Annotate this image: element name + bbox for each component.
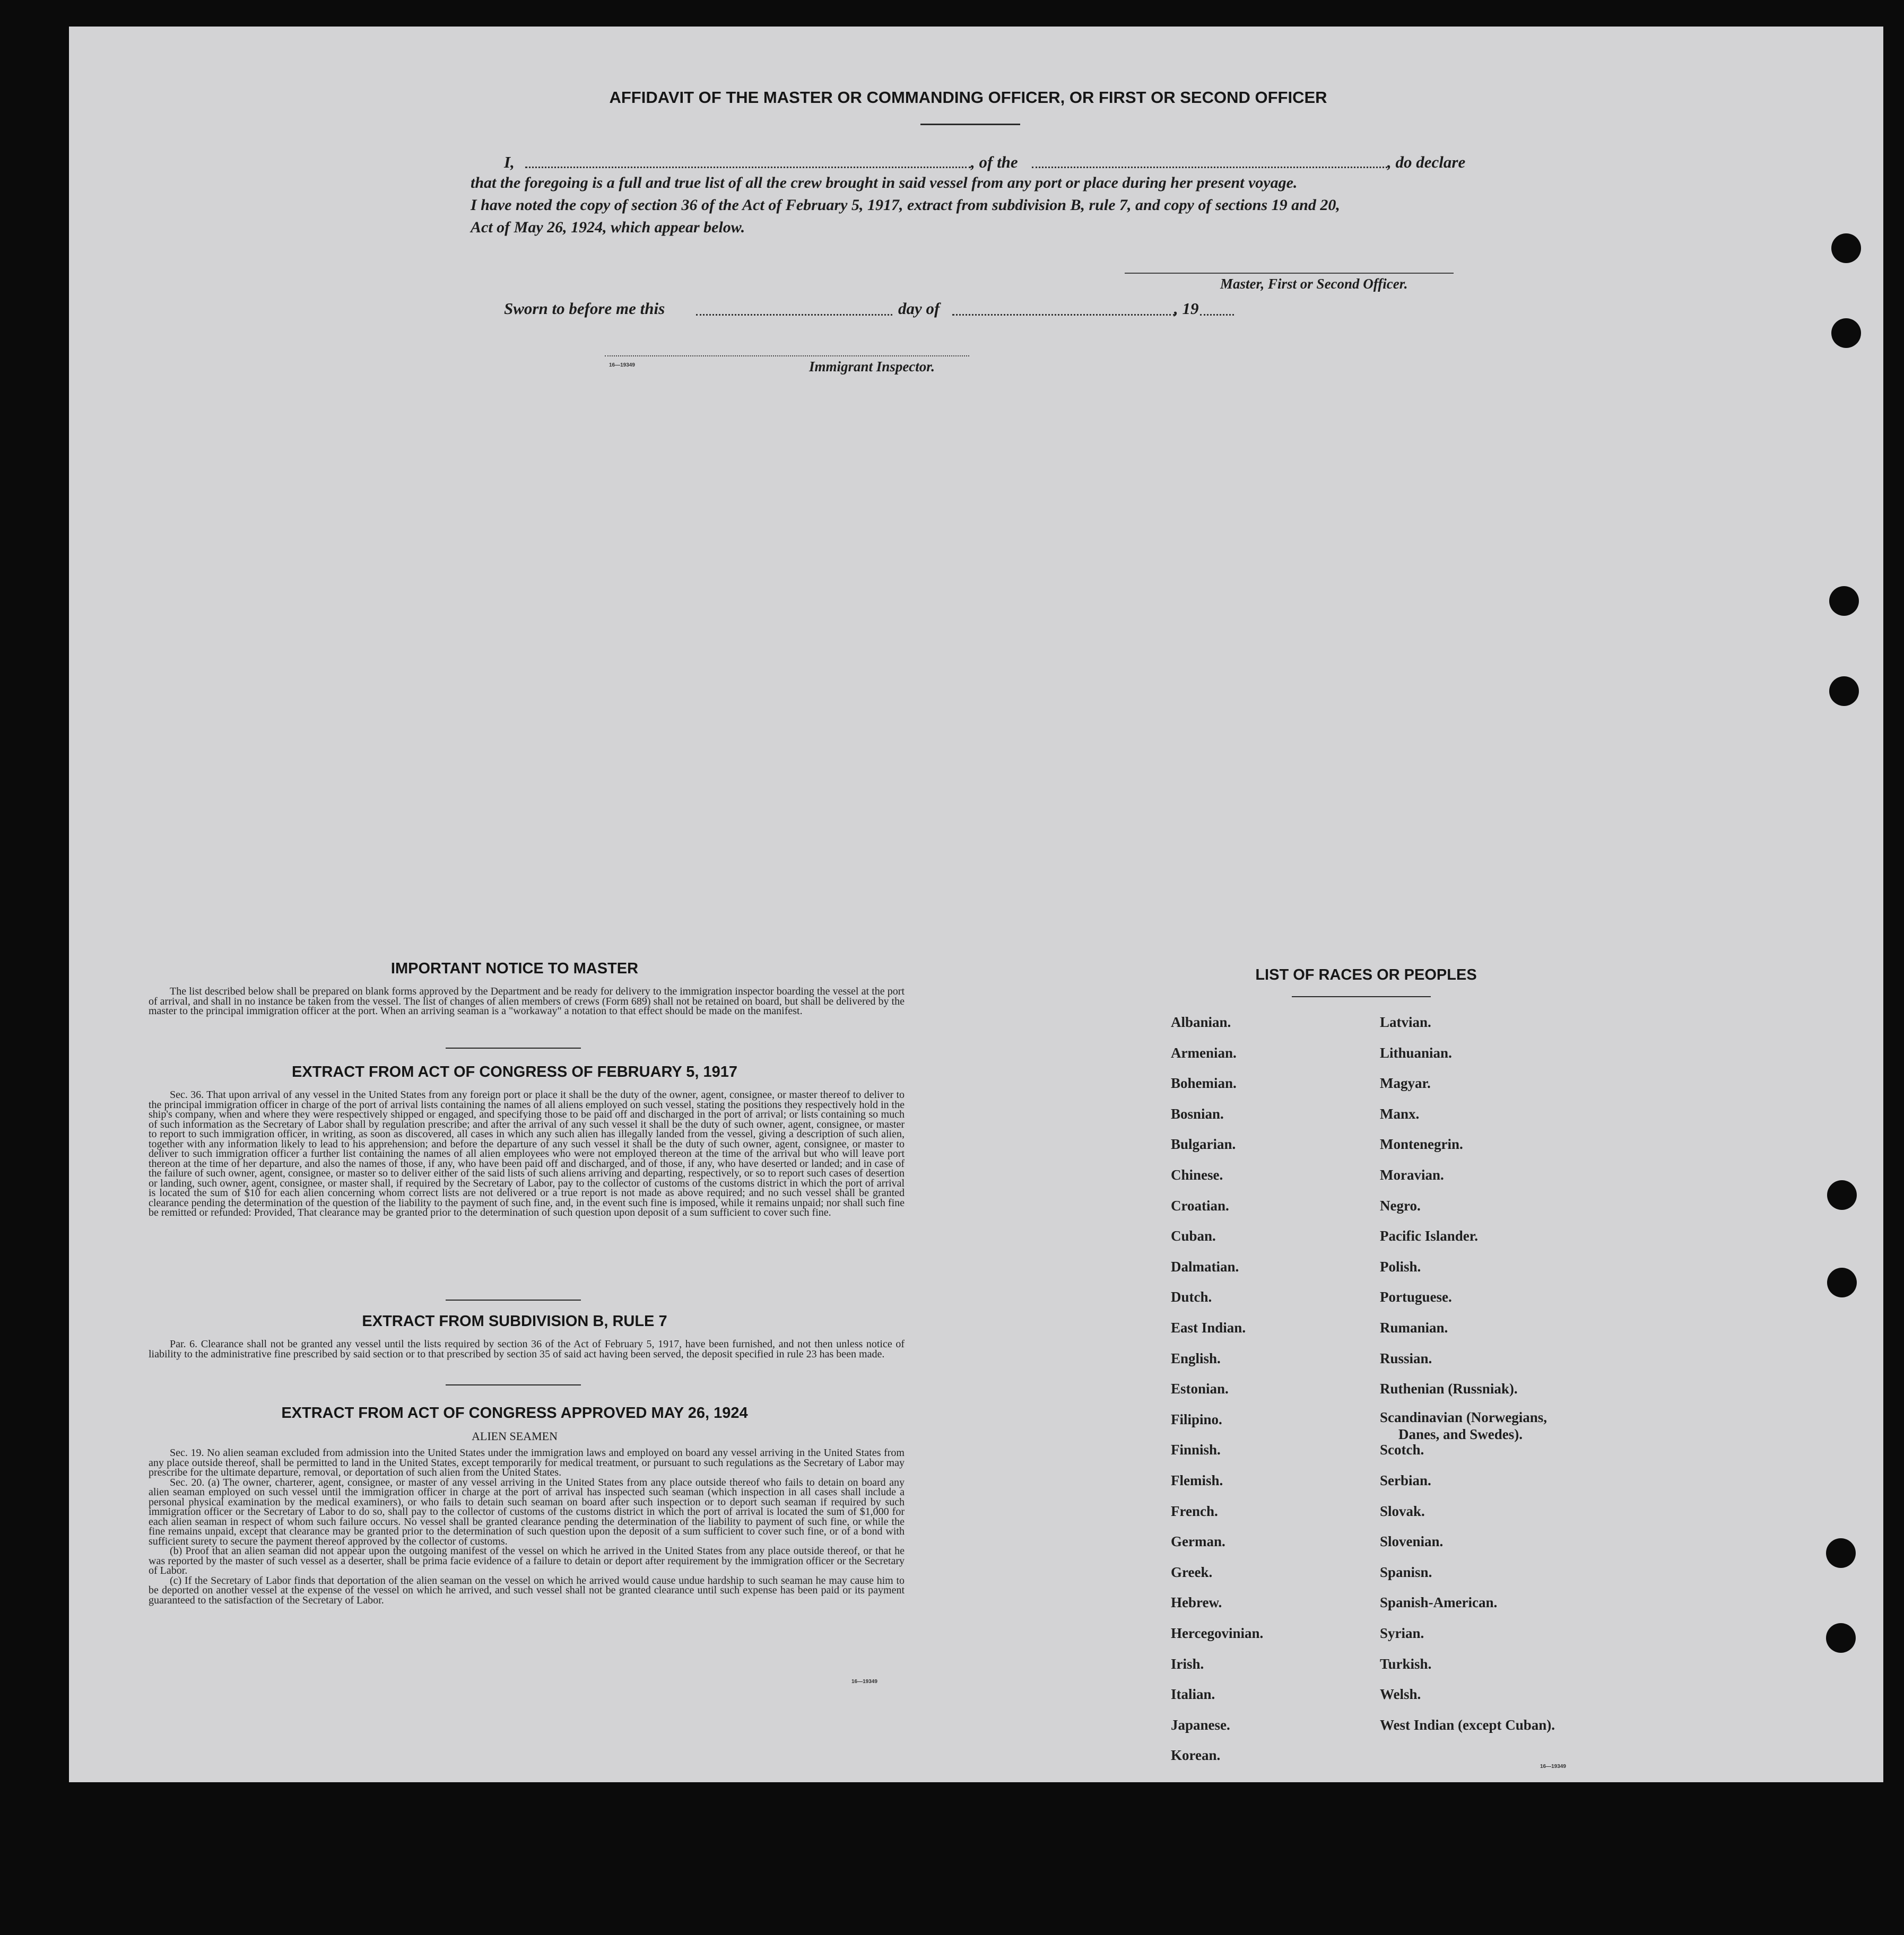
- notice-paragraph: The list described below shall be prepared on blank forms approved by the Department and be ready for delivery to the immigration inspector boarding the vessel at the port of arrival, and shall in no instance be taken from the vessel. The list of changes of alien members of crews (Form 689) shall not be retained on board, but shall be delivered by the master to the principal immigration officer at the port. When an arriving seaman is a "workaway" a notation to that effect should be made on the manifest.: [149, 986, 905, 1017]
- race-item: East Indian.: [1171, 1320, 1246, 1336]
- race-item: Hercegovinian.: [1171, 1625, 1264, 1641]
- race-item: Polish.: [1380, 1259, 1421, 1275]
- race-item: German.: [1171, 1533, 1225, 1549]
- sworn-label: Sworn to before me this: [504, 299, 665, 318]
- race-item: Welsh.: [1380, 1686, 1421, 1702]
- race-item: Manx.: [1380, 1106, 1420, 1122]
- year-blank[interactable]: [1200, 314, 1234, 316]
- race-item: Montenegrin.: [1380, 1136, 1463, 1152]
- signature-caption: Master, First or Second Officer.: [1220, 276, 1408, 292]
- punch-hole: [1831, 318, 1861, 348]
- notice-title: IMPORTANT NOTICE TO MASTER: [390, 960, 639, 977]
- signature-line[interactable]: [1125, 273, 1454, 274]
- inspector-signature-line[interactable]: [605, 355, 969, 356]
- punch-hole: [1827, 1268, 1857, 1297]
- extract-rule7-title: EXTRACT FROM SUBDIVISION B, RULE 7: [362, 1313, 667, 1330]
- extract-1917-text: [149, 1090, 905, 1218]
- race-item: Cuban.: [1171, 1228, 1216, 1244]
- divider: [920, 124, 1020, 125]
- race-item: West Indian (except Cuban).: [1380, 1717, 1555, 1733]
- punch-hole: [1831, 233, 1861, 263]
- race-item: Syrian.: [1380, 1625, 1424, 1641]
- punch-hole: [1826, 1623, 1856, 1653]
- section-36-paragraph: Sec. 36. That upon arrival of any vessel in the United States from any foreign port or place it shall be the duty of the owner, agent, consignee, or master thereof to deliver to the principal immigration officer in charge of the port of arrival lists containing the names of all aliens employed on such vessel, stating the positions they respectively hold in the ship's company, when and where they were respectively shipped or engaged, and specifying those to be paid off and discharged in the port of arrival; or lists containing so much of such information as the Secretary of Labor shall by regulation prescribe; and after the arrival of any such vessel it shall be the duty of such owner, agent, consignee, or master to report to such immigration officer, in writing, as soon as discovered, all cases in which any such alien has illegally landed from the vessel, giving a description of such alien, together with any information likely to lead to his apprehension; and before the departure of any such vessel it shall be the duty of such owner, agent, consignee, or master to deliver to such immigration officer a further list containing the names of all alien employees who were not employed thereon at the time of the arrival but who will leave port thereon at the time of her departure, and also the names of those, if any, who have been paid off and discharged, and of those, if any, who have deserted or landed; and in case of the failure of such owner, agent, consignee, or master so to deliver either of the said lists of such aliens arriving and departing, respectively, or so to report such cases of desertion or landing, such owner, agent, consignee, or master shall, if required by the Secretary of Labor, pay to the collector of customs of the customs district in which the port of arrival is located the sum of $10 for each alien concerning whom correct lists are not delivered or a true report is not made as above required; and no such vessel shall be granted clearance pending the determination of the question of the liability to the payment of such fine, and, in the event such fine is imposed, while it remains unpaid; nor shall such fine be remitted or refunded: Provided, That clearance may be granted prior to the determination of such question upon deposit of a sum sufficient to cover such fine.: [149, 1089, 905, 1218]
- scan-border: [1883, 0, 1904, 1935]
- race-item: Dalmatian.: [1171, 1259, 1239, 1275]
- race-item: Albanian.: [1171, 1014, 1231, 1030]
- day-of-label: day of: [898, 299, 940, 318]
- race-item: Filipino.: [1171, 1411, 1222, 1427]
- race-item: Bulgarian.: [1171, 1136, 1236, 1152]
- extract-rule7-text: [149, 1339, 905, 1359]
- alien-seamen-subtitle: ALIEN SEAMEN: [472, 1430, 558, 1443]
- races-title: LIST OF RACES OR PEOPLES: [1255, 966, 1477, 983]
- race-item: Turkish.: [1380, 1656, 1432, 1672]
- race-item: Portuguese.: [1380, 1289, 1452, 1305]
- race-item: Estonian.: [1171, 1381, 1229, 1397]
- form-number: 16—19349: [851, 1679, 877, 1685]
- race-item: Slovenian.: [1380, 1533, 1444, 1549]
- race-item: Korean.: [1171, 1747, 1221, 1763]
- sec-20b-paragraph: (b) Proof that an alien seaman did not appear upon the outgoing manifest of the vessel on which he arrived in the United States from any place outside thereof, or that he was reported by the master of such vessel as a deserter, shall be prima facie evidence of a failure to detain or deport after requirement by the immigration officer or the Secretary of Labor.: [149, 1545, 905, 1576]
- race-item: Dutch.: [1171, 1289, 1212, 1305]
- race-item: Italian.: [1171, 1686, 1215, 1702]
- sec-20c-paragraph: (c) If the Secretary of Labor finds that deportation of the alien seaman on the vessel on which he arrived would cause undue hardship to such seaman he may cause him to be deported on another vessel at the expense of the vessel on which he arrived, and such vessel shall not be granted clearance until such expense has been paid or its payment guaranteed to the satisfaction of the Secretary of Labor.: [149, 1574, 905, 1606]
- race-item: Hebrew.: [1171, 1594, 1222, 1610]
- affidavit-title: AFFIDAVIT OF THE MASTER OR COMMANDING OFFICER, OR FIRST OR SECOND OFFICER: [609, 88, 1327, 107]
- race-item: Spanish-American.: [1380, 1594, 1498, 1610]
- punch-hole: [1827, 1180, 1857, 1210]
- race-item: Bohemian.: [1171, 1075, 1237, 1091]
- sec-19-paragraph: Sec. 19. No alien seaman excluded from admission into the United States under the immigration laws and employed on board any vessel arriving in the United States from any place outside thereof, shall be permitted to land in the United States, except temporarily for medical treatment, or pursuant to such regulations as the Secretary of Labor may prescribe for the ultimate departure, removal, or deportation of such alien from the United States.: [149, 1447, 905, 1478]
- divider: [1292, 996, 1431, 997]
- affidavit-line3: I have noted the copy of section 36 of the Act of February 5, 1917, extract from subdivision B, rule 7, and copy of sections 19 and 20,: [471, 196, 1340, 214]
- race-item: Finnish.: [1171, 1442, 1221, 1458]
- race-item: Bosnian.: [1171, 1106, 1224, 1122]
- race-item: Scotch.: [1380, 1442, 1424, 1458]
- race-item: Moravian.: [1380, 1167, 1444, 1183]
- par-6-paragraph: Par. 6. Clearance shall not be granted any vessel until the lists required by section 36 of the Act of February 5, 1917, have been furnished, and not then unless notice of liability to the administrative fine prescribed by said section or to that prescribed by section 35 of said act having been served, the deposit specified in rule 23 has been made.: [149, 1338, 905, 1360]
- divider: [446, 1300, 581, 1301]
- affidavit-i: I,: [504, 153, 515, 171]
- race-item: Magyar.: [1380, 1075, 1431, 1091]
- affidavit-line4: Act of May 26, 1924, which appear below.: [471, 219, 745, 236]
- race-item: Rumanian.: [1380, 1320, 1448, 1336]
- race-item: Serbian.: [1380, 1472, 1431, 1488]
- punch-hole: [1826, 1538, 1856, 1568]
- race-item: Slovak.: [1380, 1503, 1425, 1519]
- vessel-blank[interactable]: [1032, 167, 1387, 168]
- affidavit-line2: that the foregoing is a full and true list of all the crew brought in said vessel from any port or place during her present voyage.: [471, 174, 1298, 191]
- race-item: French.: [1171, 1503, 1218, 1519]
- extract-1924-title: EXTRACT FROM ACT OF CONGRESS APPROVED MAY 26, 1924: [281, 1405, 748, 1422]
- race-item: Negro.: [1380, 1198, 1421, 1214]
- extract-1924-text: [149, 1448, 905, 1605]
- race-item: Armenian.: [1171, 1045, 1237, 1061]
- punch-hole: [1829, 676, 1859, 706]
- divider: [446, 1048, 581, 1049]
- race-item: Russian.: [1380, 1350, 1432, 1366]
- form-number: 16—19349: [1540, 1764, 1566, 1770]
- race-item: Scandinavian (Norwegians,: [1380, 1409, 1547, 1425]
- punch-hole: [1829, 586, 1859, 616]
- race-item: Danes, and Swedes).: [1398, 1426, 1523, 1442]
- race-item: Greek.: [1171, 1564, 1213, 1580]
- race-item: Japanese.: [1171, 1717, 1230, 1733]
- race-item: Croatian.: [1171, 1198, 1229, 1214]
- race-item: Pacific Islander.: [1380, 1228, 1478, 1244]
- race-item: English.: [1171, 1350, 1221, 1366]
- form-number: 16—19349: [609, 362, 635, 368]
- race-item: Spanisn.: [1380, 1564, 1432, 1580]
- race-item: Ruthenian (Russniak).: [1380, 1381, 1518, 1397]
- race-item: Latvian.: [1380, 1014, 1431, 1030]
- affidavit-declare: , do declare: [1387, 153, 1466, 171]
- name-blank[interactable]: [525, 167, 971, 168]
- race-item: Lithuanian.: [1380, 1045, 1452, 1061]
- extract-1917-title: EXTRACT FROM ACT OF CONGRESS OF FEBRUARY 5, 1917: [291, 1064, 738, 1080]
- inspector-caption: Immigrant Inspector.: [809, 359, 935, 374]
- sworn-day-blank[interactable]: [696, 314, 892, 316]
- race-item: Irish.: [1171, 1656, 1204, 1672]
- notice-text: [149, 987, 905, 1016]
- divider: [446, 1384, 581, 1385]
- affidavit-of-the: , of the: [971, 153, 1018, 171]
- race-item: Chinese.: [1171, 1167, 1223, 1183]
- sworn-month-blank[interactable]: [952, 314, 1175, 316]
- race-item: Flemish.: [1171, 1472, 1223, 1488]
- sec-20a-paragraph: Sec. 20. (a) The owner, charterer, agent, consignee, or master of any vessel arriving in the United States from any place outside thereof who fails to detain on board any alien seaman employed on such vessel until the immigration officer in charge at the port of arrival has inspected such seaman (which inspection in all cases shall include a personal physical examination by the medical examiners), or who fails to detain such seaman on board after such inspection or to deport such seaman if required by such immigration officer or the Secretary of Labor to do so, shall pay to the collector of customs of the customs district in which the port of arrival is located the sum of $1,000 for each alien seaman in respect of whom such failure occurs. No vessel shall be granted clearance pending the determination of the liability to payment of such fine, or while the fine remains unpaid, except that clearance may be granted prior to the determination of such question upon the deposit of a sum sufficient to cover such fine, or of a bond with sufficient surety to secure the payment thereof approved by the collector of customs.: [149, 1476, 905, 1547]
- year-label: , 19: [1174, 299, 1199, 318]
